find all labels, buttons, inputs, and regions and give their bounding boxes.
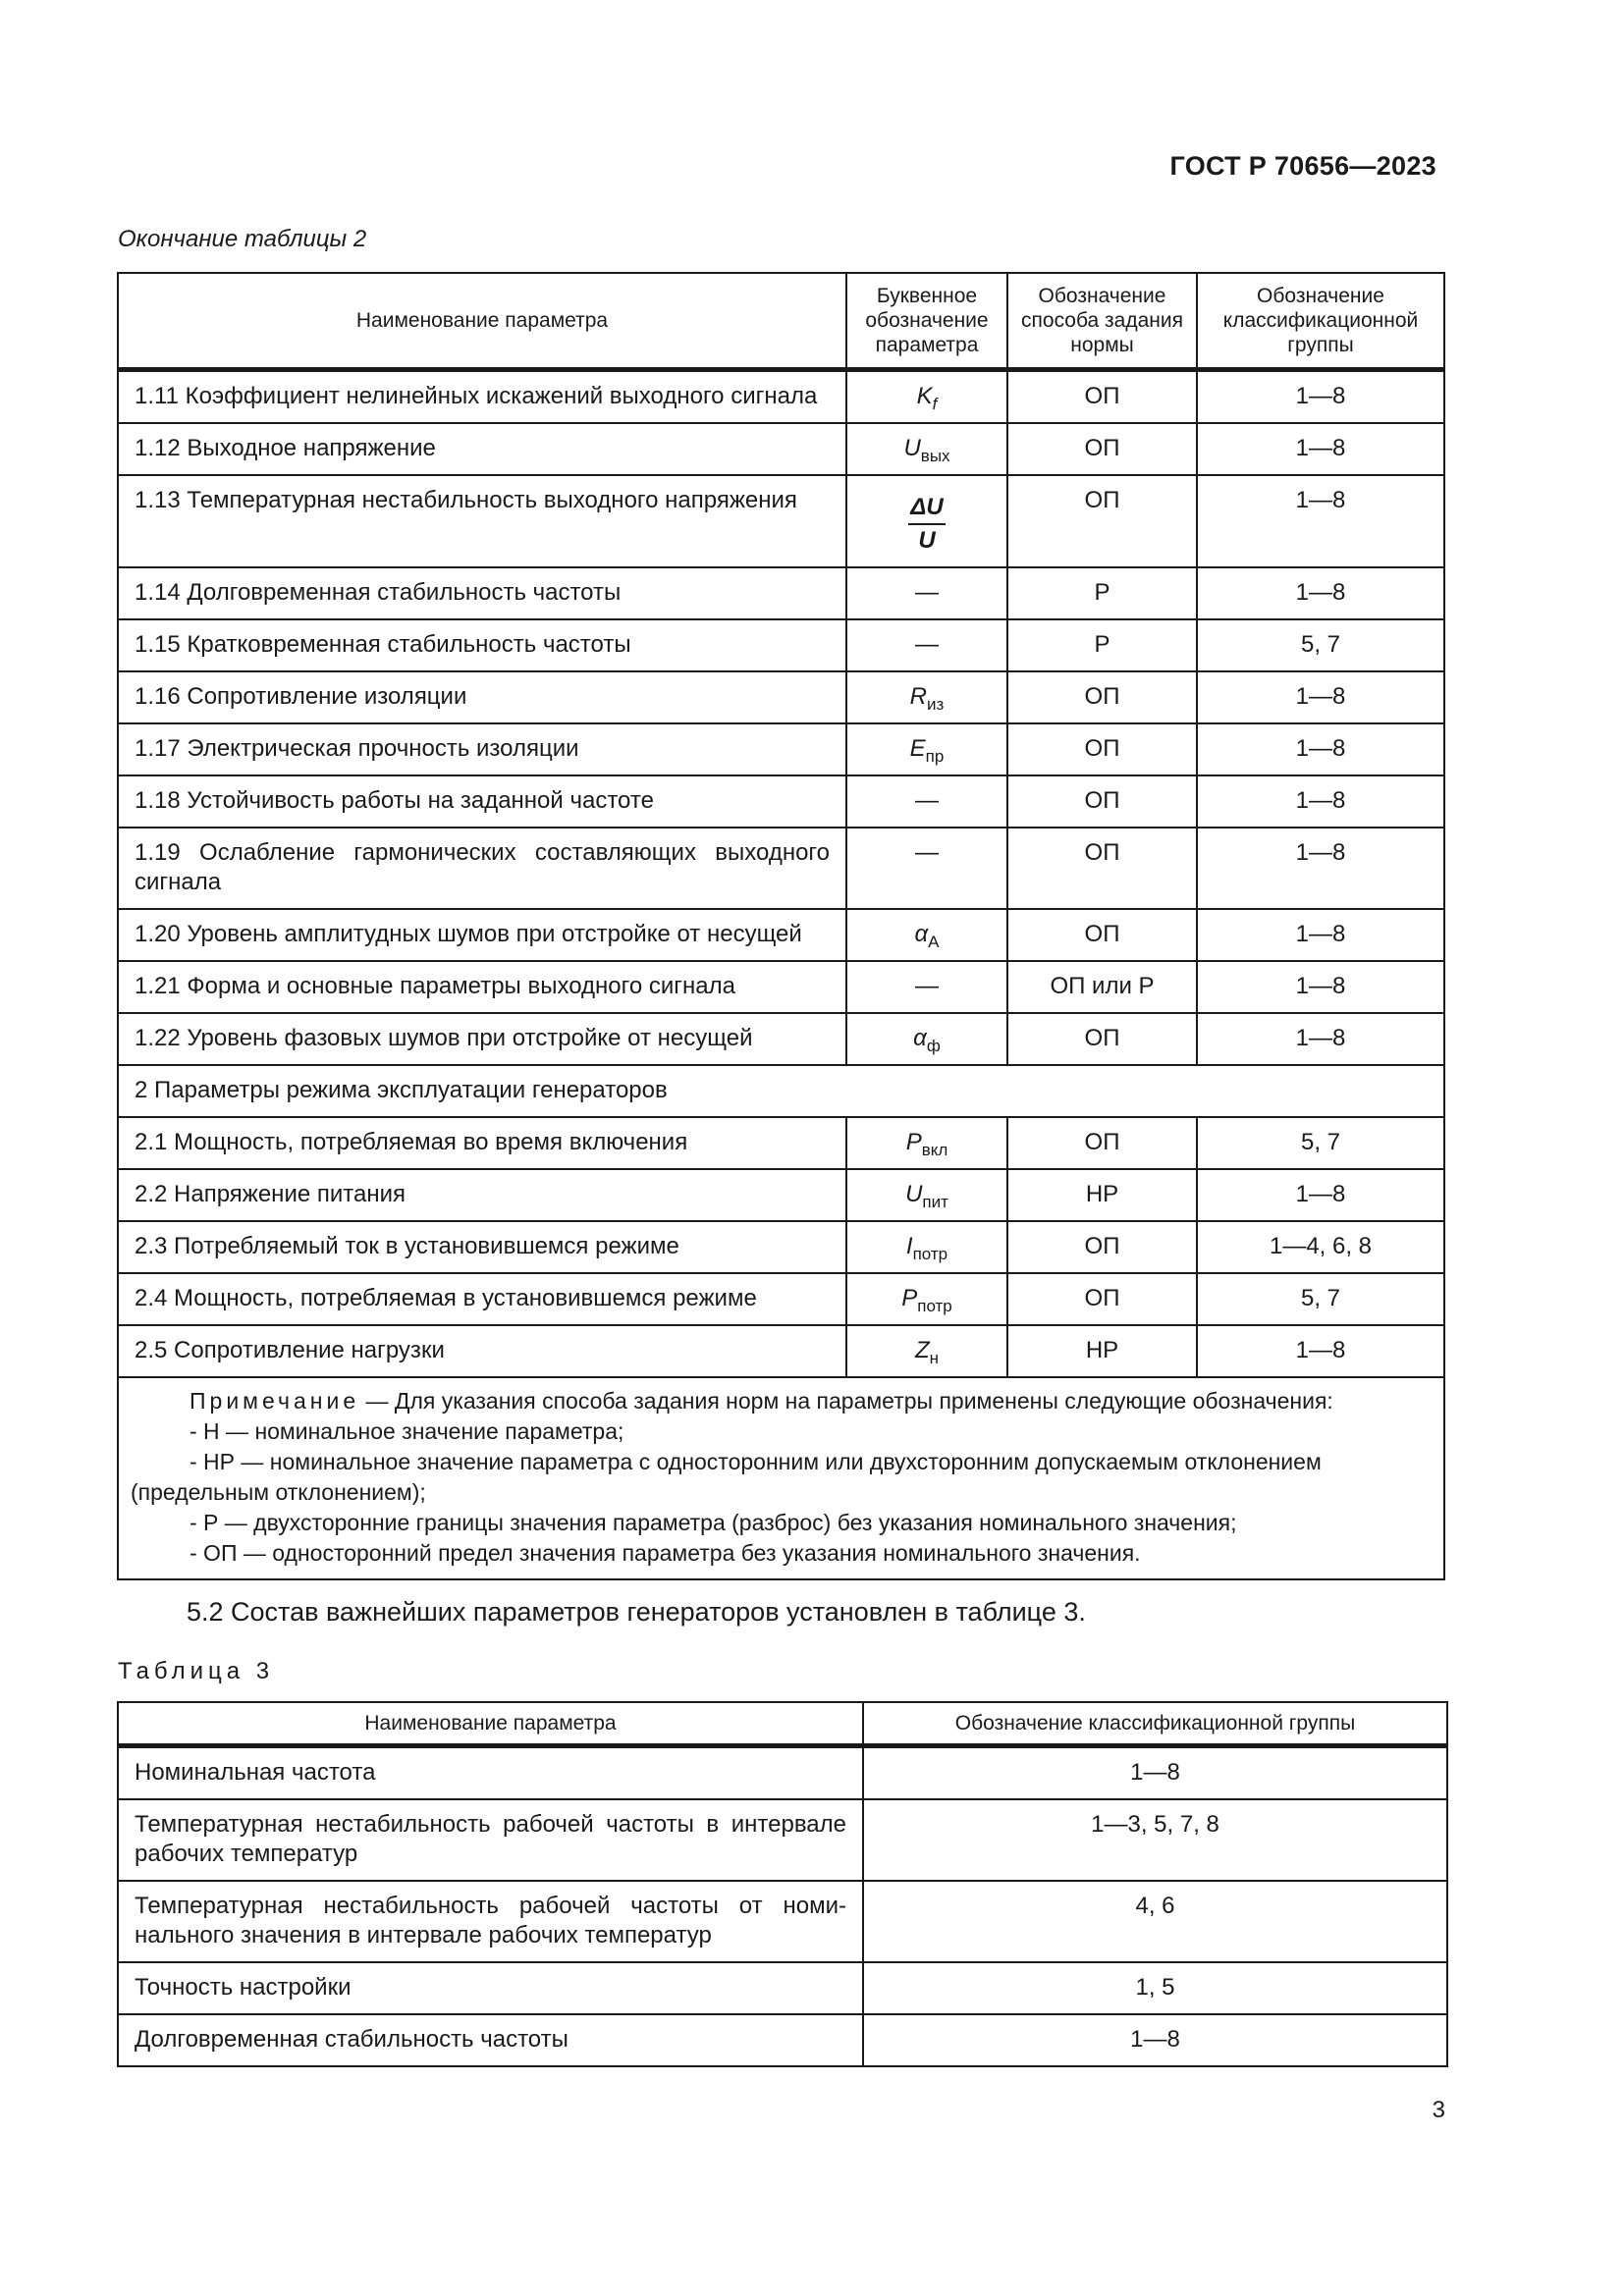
note-lead [131,1386,1434,1416]
symbol-subscript: потр [917,1297,952,1315]
parameter-name: Температурная нестабильность рабочей частоты в интервале рабочих температур [118,1799,863,1881]
symbol-cell [846,723,1007,775]
parameter-symbol [909,735,945,766]
group-cell: 1—8 [1197,961,1444,1013]
symbol-subscript: вых [920,447,950,465]
symbol-base: P [901,1285,918,1311]
table-row [118,370,1444,424]
section-title: 2 Параметры режима эксплуатации генераторов [118,1065,1444,1117]
symbol-subscript: н [929,1349,940,1367]
parameter-symbol [905,1233,948,1263]
note-row [118,1377,1444,1579]
symbol-cell [846,1169,1007,1221]
symbol-cell [846,775,1007,828]
table-row [118,909,1444,961]
method-cell: ОП [1007,1273,1197,1325]
group-cell: 1—8 [863,1746,1447,1800]
t3-col-header-group: Обозначение классификационной группы [863,1702,1447,1746]
symbol-cell [846,1273,1007,1325]
parameter-symbol [905,1129,948,1159]
symbol-dash: — [915,631,939,658]
group-cell: 1—8 [863,2014,1447,2066]
method-cell: ОП или Р [1007,961,1197,1013]
table-row [118,1117,1444,1169]
method-cell: НР [1007,1325,1197,1377]
group-cell: 5, 7 [1197,1273,1444,1325]
note-item: (предельным отклонением); [131,1479,426,1505]
parameter-symbol [914,921,940,951]
group-cell: 4, 6 [863,1881,1447,1962]
parameter-name: 1.20 Уровень амплитудных шумов при отстройке от несущей [118,909,846,961]
symbol-base: P [905,1129,922,1155]
parameter-name: 2.3 Потребляемый ток в установившемся режиме [118,1221,846,1273]
method-cell: Р [1007,619,1197,671]
table3-header-row [118,1702,1447,1746]
table-row [118,1799,1447,1881]
document-code: ГОСТ Р 70656—2023 [1169,151,1436,181]
parameter-name: 1.15 Кратковременная стабильность частоты [118,619,846,671]
symbol-base: α [914,921,929,947]
table-row [118,775,1444,828]
parameter-name: Температурная нестабильность рабочей частоты от номинального значения в интервале рабочих температур [118,1881,863,1962]
group-cell: 1—8 [1197,567,1444,619]
symbol-base: U [903,435,921,461]
table-row [118,619,1444,671]
parameter-name: 1.19 Ослабление гармонических составляющих выходного сигнала [118,828,846,909]
note-label: Примечание [189,1388,360,1414]
parameter-name: 1.13 Температурная нестабильность выходного напряжения [118,475,846,567]
table-row [118,1273,1444,1325]
symbol-base: I [905,1233,913,1259]
symbol-dash: — [915,839,939,866]
parameter-name: 1.18 Устойчивость работы на заданной частоте [118,775,846,828]
symbol-base: Z [914,1337,930,1363]
group-cell: 5, 7 [1197,1117,1444,1169]
parameter-name: 1.16 Сопротивление изоляции [118,671,846,723]
section-row [118,1065,1444,1117]
method-cell: ОП [1007,423,1197,475]
parameter-name: 1.12 Выходное напряжение [118,423,846,475]
method-cell: ОП [1007,1221,1197,1273]
group-cell: 1—8 [1197,775,1444,828]
t3-col-header-name: Наименование параметра [118,1702,863,1746]
table-row [118,1962,1447,2014]
group-cell: 1—3, 5, 7, 8 [863,1799,1447,1881]
table-row [118,828,1444,909]
fraction-symbol [908,494,945,555]
symbol-cell [846,475,1007,567]
symbol-subscript: вкл [921,1141,948,1159]
paragraph-5-2: 5.2 Состав важнейших параметров генераторов установлен в таблице 3. [187,1597,1086,1627]
parameter-symbol [909,683,945,714]
symbol-dash: — [915,973,939,999]
parameter-name: 2.1 Мощность, потребляемая во время включения [118,1117,846,1169]
method-cell: ОП [1007,370,1197,424]
table-row [118,423,1444,475]
symbol-cell [846,423,1007,475]
table-row [118,2014,1447,2066]
table-row [118,1221,1444,1273]
symbol-base: R [909,683,928,710]
symbol-subscript: из [927,695,945,714]
symbol-dash: — [915,579,939,606]
table2-caption: Окончание таблицы 2 [118,226,367,252]
method-cell: ОП [1007,775,1197,828]
table3-label: Таблица 3 [118,1658,275,1684]
parameter-name: 1.21 Форма и основные параметры выходного сигнала [118,961,846,1013]
col-header-group: Обозначение классификационной группы [1197,273,1444,370]
method-cell: Р [1007,567,1197,619]
table-row [118,475,1444,567]
parameter-name: 1.11 Коэффициент нелинейных искажений выходного сигнала [118,370,846,424]
parameter-name: 2.4 Мощность, потребляемая в установившемся режиме [118,1273,846,1325]
group-cell: 1—4, 6, 8 [1197,1221,1444,1273]
col-header-name: Наименование параметра [118,273,846,370]
parameter-name: 2.5 Сопротивление нагрузки [118,1325,846,1377]
table-note [118,1377,1444,1579]
page-number: 3 [1432,2097,1445,2123]
parameter-symbol [905,1181,948,1211]
table-row [118,567,1444,619]
method-cell: ОП [1007,828,1197,909]
table-row [118,1169,1444,1221]
parameter-name: 1.14 Долговременная стабильность частоты [118,567,846,619]
group-cell: 1—8 [1197,671,1444,723]
col-header-symbol: Буквенное обозначение параметра [846,273,1007,370]
group-cell: 5, 7 [1197,619,1444,671]
symbol-cell [846,909,1007,961]
note-item: - ОП — односторонний предел значения параметра без указания номинального значения. [189,1540,1141,1566]
method-cell: ОП [1007,1013,1197,1065]
symbol-cell [846,619,1007,671]
note-lead-text: — Для указания способа задания норм на параметры применены следующие обозначения: [359,1388,1333,1414]
symbol-cell [846,1013,1007,1065]
symbol-cell [846,370,1007,424]
symbol-cell [846,1325,1007,1377]
symbol-subscript: пит [922,1193,948,1211]
table-row [118,1013,1444,1065]
symbol-cell [846,1117,1007,1169]
col-header-method: Обозначение способа задания нормы [1007,273,1197,370]
symbol-cell [846,567,1007,619]
group-cell: 1—8 [1197,1169,1444,1221]
table3-body [118,1746,1447,2067]
parameter-symbol [914,1337,940,1367]
symbol-subscript: f [932,395,938,413]
table-row [118,723,1444,775]
group-cell: 1, 5 [863,1962,1447,2014]
parameter-symbol [901,1285,952,1315]
parameter-name: Точность настройки [118,1962,863,2014]
table-row [118,671,1444,723]
symbol-base: K [916,383,933,409]
parameter-name: 1.17 Электрическая прочность изоляции [118,723,846,775]
method-cell: ОП [1007,909,1197,961]
group-cell: 1—8 [1197,909,1444,961]
method-cell: ОП [1007,1117,1197,1169]
method-cell: ОП [1007,475,1197,567]
parameter-symbol [903,435,950,465]
symbol-subscript: потр [912,1245,948,1263]
note-item: - Н — номинальное значение параметра; [189,1418,624,1444]
group-cell: 1—8 [1197,723,1444,775]
symbol-subscript: ф [926,1037,941,1055]
symbol-cell [846,961,1007,1013]
table-3 [117,1701,1448,2067]
fraction-denominator: U [918,527,936,554]
symbol-subscript: A [928,933,940,951]
symbol-base: α [913,1025,927,1051]
table-row [118,961,1444,1013]
group-cell: 1—8 [1197,475,1444,567]
group-cell: 1—8 [1197,423,1444,475]
symbol-cell [846,828,1007,909]
table-2 [117,272,1445,1580]
symbol-base: U [905,1181,923,1207]
table-row [118,1325,1444,1377]
parameter-name: Долговременная стабильность частоты [118,2014,863,2066]
parameter-symbol [913,1025,941,1055]
symbol-dash: — [915,787,939,814]
method-cell: НР [1007,1169,1197,1221]
group-cell: 1—8 [1197,1013,1444,1065]
parameter-name: 1.22 Уровень фазовых шумов при отстройке от несущей [118,1013,846,1065]
parameter-name: 2.2 Напряжение питания [118,1169,846,1221]
fraction-numerator: ΔU [908,494,945,525]
group-cell: 1—8 [1197,828,1444,909]
symbol-subscript: пр [925,747,945,766]
symbol-cell [846,671,1007,723]
table2-header-row [118,273,1444,370]
note-item: - Р — двухсторонние границы значения параметра (разброс) без указания номинального значения; [189,1510,1237,1535]
group-cell: 1—8 [1197,370,1444,424]
method-cell: ОП [1007,723,1197,775]
group-cell: 1—8 [1197,1325,1444,1377]
table2-body [118,370,1444,1580]
parameter-symbol [916,383,938,413]
method-cell: ОП [1007,671,1197,723]
table-row [118,1746,1447,1800]
parameter-name: Номинальная частота [118,1746,863,1800]
note-item: - НР — номинальное значение параметра с односторонним или двухсторонним допускаемым отклонением [189,1449,1322,1474]
table-row [118,1881,1447,1962]
symbol-base: E [909,735,926,762]
symbol-cell [846,1221,1007,1273]
